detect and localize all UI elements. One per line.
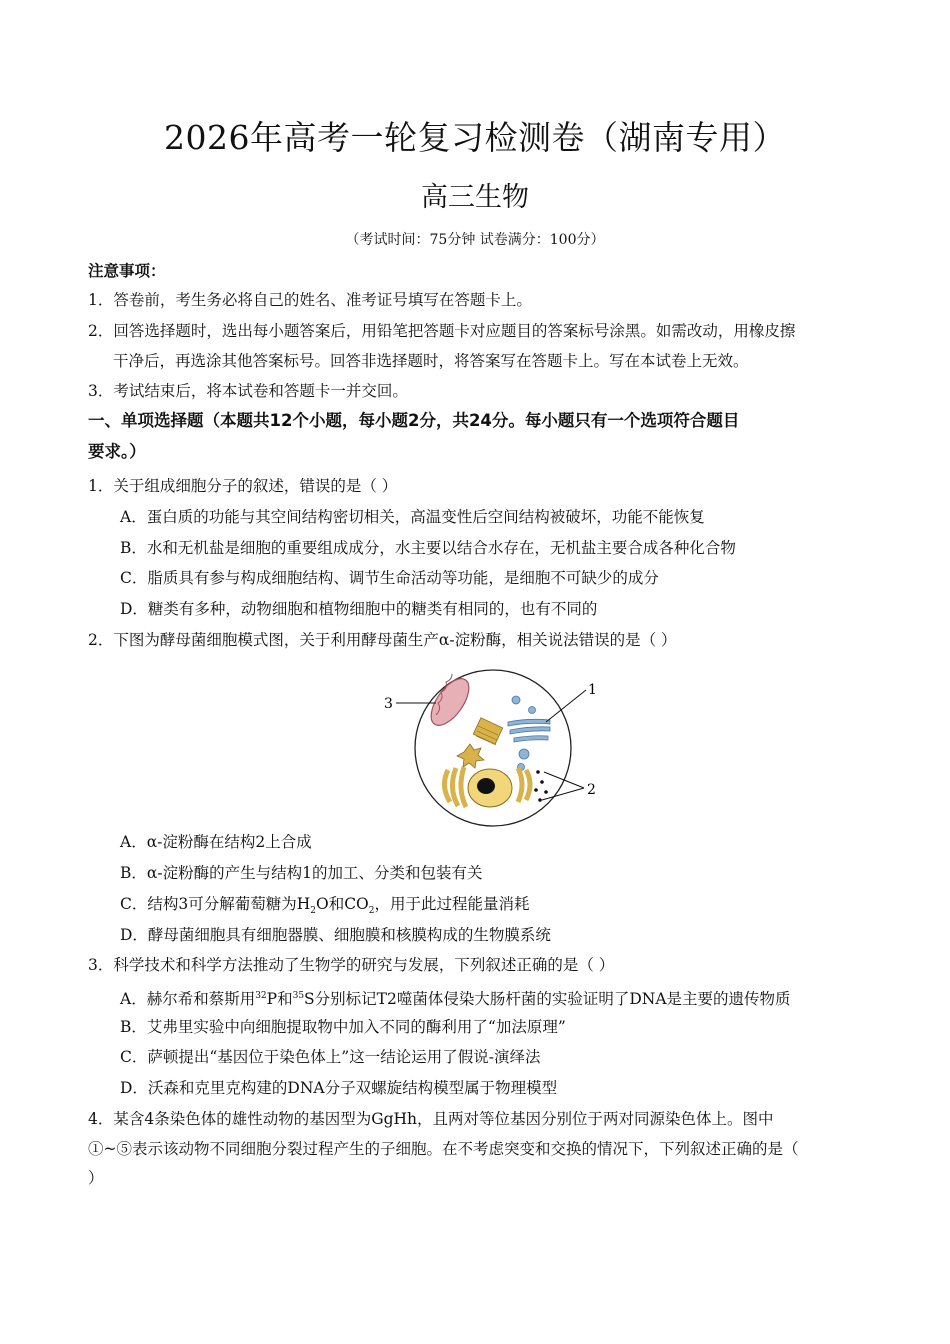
notice-item-1: 1．答卷前，考生务必将自己的姓名、准考证号填写在答题卡上。 bbox=[88, 291, 532, 309]
q1-option-a: A．蛋白质的功能与其空间结构密切相关，高温变性后空间结构被破坏，功能不能恢复 bbox=[120, 508, 705, 526]
q2-stem: 2．下图为酵母菌细胞模式图，关于利用酵母菌生产α-淀粉酶，相关说法错误的是（ ） bbox=[88, 631, 677, 649]
exam-time-score: （考试时间：75分钟 试卷满分：100分） bbox=[345, 232, 605, 248]
q3-option-a bbox=[120, 986, 791, 1009]
section-heading-cont: 要求。） bbox=[88, 442, 146, 461]
q2-option-c bbox=[120, 894, 530, 921]
exam-subject: 高三生物 bbox=[421, 182, 529, 213]
notice-item-2: 2．回答选择题时，选出每小题答案后，用铅笔把答题卡对应题目的答案标号涂黑。如需改动，用橡皮擦 bbox=[88, 322, 796, 340]
q4-stem-end: ） bbox=[88, 1169, 104, 1187]
q4-stem-cont: ①~⑤表示该动物不同细胞分裂过程产生的子细胞。在不考虑突变和交换的情况下，下列叙述正确的是（ bbox=[88, 1140, 799, 1158]
q3-option-a-post: S分别标记T2噬菌体侵染大肠杆菌的实验证明了DNA是主要的遗传物质 bbox=[304, 990, 791, 1009]
q1-stem: 1．关于组成细胞分子的叙述，错误的是（ ） bbox=[88, 477, 398, 495]
exam-title: 2026年高考一轮复习检测卷（湖南专用） bbox=[164, 118, 786, 157]
q3-option-a-sup2: 35 bbox=[292, 991, 305, 1001]
q2-option-c-post: ，用于此过程能量消耗 bbox=[374, 895, 530, 913]
q4-stem: 4．某含4条染色体的雄性动物的基因型为GgHh，且两对等位基因分别位于两对同源染色体上。图中 bbox=[88, 1110, 774, 1128]
q3-option-c: C．萨顿提出“基因位于染色体上”这一结论运用了假说-演绎法 bbox=[120, 1048, 541, 1066]
q2-option-c-sub1: 2 bbox=[310, 906, 316, 917]
q3-option-a-sup1: 32 bbox=[255, 991, 267, 1001]
notice-item-2-cont: 干净后，再选涂其他答案标号。回答非选择题时，将答案写在答题卡上。写在本试卷上无效。 bbox=[113, 352, 749, 370]
q2-option-c-pre: C．结构3可分解葡萄糖为H bbox=[120, 895, 311, 913]
q1-option-d: D．糖类有多种，动物细胞和植物细胞中的糖类有相同的，也有不同的 bbox=[120, 600, 598, 618]
q2-option-a: A．α-淀粉酶在结构2上合成 bbox=[120, 833, 312, 851]
yeast-cell-diagram bbox=[378, 660, 608, 830]
q3-option-d: D．沃森和克里克构建的DNA分子双螺旋结构模型属于物理模型 bbox=[120, 1079, 558, 1097]
q3-option-b: B．艾弗里实验中向细胞提取物中加入不同的酶利用了“加法原理” bbox=[120, 1018, 566, 1036]
q2-option-c-sub2: 2 bbox=[368, 906, 375, 917]
q3-option-a-pre: A．赫尔希和蔡斯用 bbox=[120, 990, 256, 1009]
q2-option-b: B．α-淀粉酶的产生与结构1的加工、分类和包装有关 bbox=[120, 864, 483, 882]
q3-option-a-mid: P和 bbox=[266, 990, 293, 1009]
q1-option-b: B．水和无机盐是细胞的重要组成成分，水主要以结合水存在，无机盐主要合成各种化合物 bbox=[120, 539, 736, 557]
q2-option-d: D．酵母菌细胞具有细胞器膜、细胞膜和核膜构成的生物膜系统 bbox=[120, 926, 551, 944]
q1-option-c: C．脂质具有参与构成细胞结构、调节生命活动等功能，是细胞不可缺少的成分 bbox=[120, 569, 659, 587]
diagram-label-3: 3 bbox=[384, 696, 393, 712]
notice-heading: 注意事项： bbox=[88, 262, 166, 280]
diagram-label-1: 1 bbox=[588, 682, 597, 698]
q3-stem: 3．科学技术和科学方法推动了生物学的研究与发展，下列叙述正确的是（ ） bbox=[88, 956, 615, 974]
q2-option-c-mid: O和CO bbox=[315, 895, 369, 913]
diagram-label-2: 2 bbox=[587, 782, 596, 798]
notice-item-3: 3．考试结束后，将本试卷和答题卡一并交回。 bbox=[88, 382, 408, 400]
section-heading: 一、单项选择题（本题共12个小题，每小题2分，共24分。每小题只有一个选项符合题目 bbox=[88, 411, 740, 430]
